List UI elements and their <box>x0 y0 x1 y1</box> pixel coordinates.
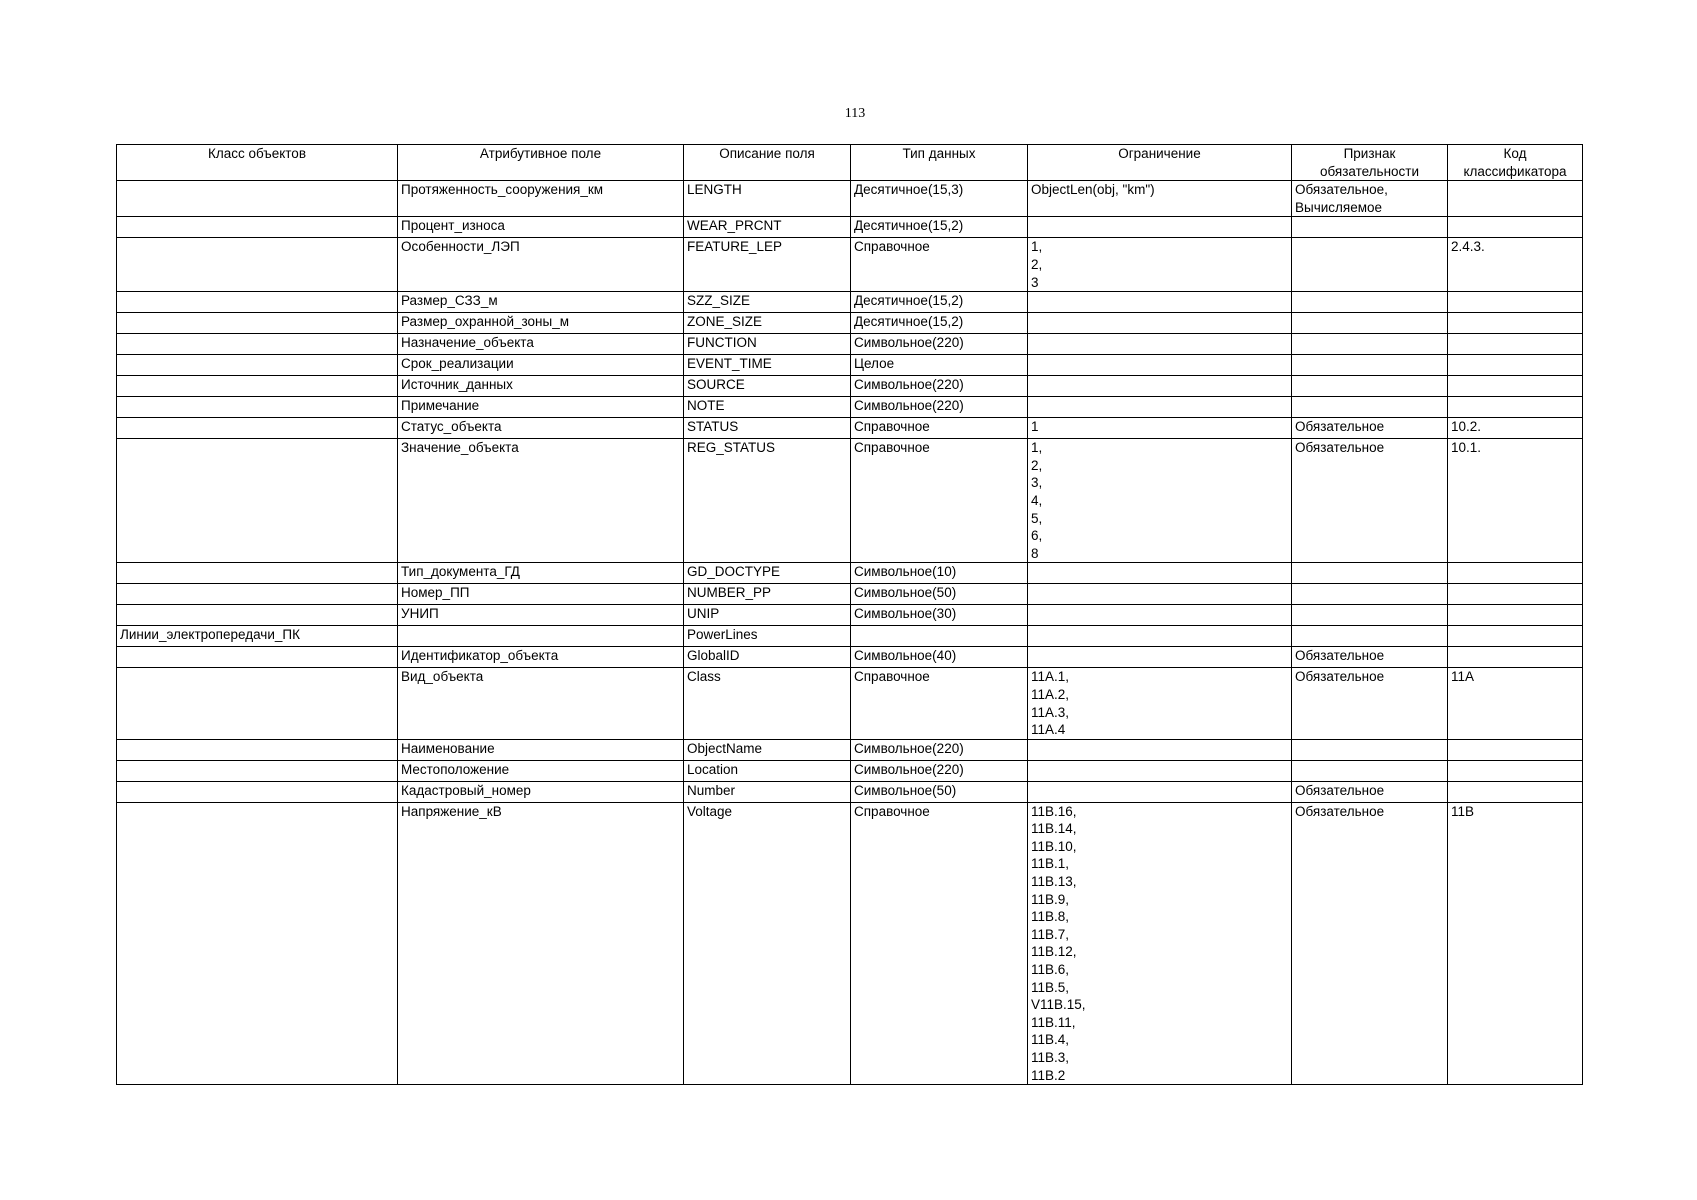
cell-line: 6, <box>1031 528 1043 544</box>
cell-code <box>1448 334 1583 355</box>
cell-constraint <box>1028 781 1292 802</box>
table-row <box>117 605 1583 626</box>
table-row <box>117 739 1583 760</box>
cell-code <box>1448 355 1583 376</box>
cell-line: V11B.15, <box>1031 997 1086 1013</box>
cell-class <box>117 760 398 781</box>
cell-class <box>117 584 398 605</box>
cell-type <box>851 181 1028 217</box>
cell-code <box>1448 739 1583 760</box>
cell-required <box>1292 739 1448 760</box>
cell-line: 11B.1, <box>1031 856 1070 872</box>
cell-class <box>117 739 398 760</box>
cell-line: 1 <box>1031 419 1039 435</box>
cell-text: Символьное(50) <box>854 585 957 601</box>
table-row <box>117 668 1583 739</box>
cell-class <box>117 563 398 584</box>
table-row <box>117 376 1583 397</box>
cell-field <box>398 781 684 802</box>
cell-line: 11B.13, <box>1031 874 1077 890</box>
cell-text: Размер_СЗЗ_м <box>401 293 498 309</box>
cell-type <box>851 760 1028 781</box>
cell-line: Вычисляемое <box>1295 199 1383 215</box>
cell-description <box>684 802 851 1085</box>
cell-type <box>851 238 1028 292</box>
cell-description <box>684 439 851 563</box>
cell-text: Статус_объекта <box>401 419 502 435</box>
table-row <box>117 781 1583 802</box>
cell-line: 11A.4 <box>1031 722 1066 738</box>
cell-line: 11B.11, <box>1031 1014 1076 1030</box>
cell-code <box>1448 605 1583 626</box>
cell-description <box>684 626 851 647</box>
cell-class <box>117 217 398 238</box>
cell-type <box>851 313 1028 334</box>
cell-type <box>851 334 1028 355</box>
cell-line: 3, <box>1031 475 1043 491</box>
cell-constraint <box>1028 355 1292 376</box>
table-row <box>117 397 1583 418</box>
table-row <box>117 238 1583 292</box>
cell-line: 11B.10, <box>1031 838 1077 854</box>
cell-constraint <box>1028 418 1292 439</box>
cell-text: Десятичное(15,3) <box>854 182 964 198</box>
cell-type <box>851 605 1028 626</box>
cell-type <box>851 418 1028 439</box>
cell-description <box>684 238 851 292</box>
table-row <box>117 334 1583 355</box>
cell-line: Обязательное <box>1295 419 1385 435</box>
column-header-text: Описание поля <box>719 146 815 161</box>
cell-text: NOTE <box>687 398 725 414</box>
cell-class <box>117 355 398 376</box>
cell-text: GD_DOCTYPE <box>687 564 781 580</box>
cell-class <box>117 605 398 626</box>
column-header-description <box>684 145 851 181</box>
cell-field <box>398 397 684 418</box>
cell-code <box>1448 238 1583 292</box>
cell-code <box>1448 802 1583 1085</box>
cell-constraint <box>1028 739 1292 760</box>
cell-required <box>1292 355 1448 376</box>
cell-field <box>398 181 684 217</box>
cell-type <box>851 563 1028 584</box>
cell-line: 1, <box>1031 440 1043 456</box>
cell-text: УНИП <box>401 606 439 622</box>
cell-text: Источник_данных <box>401 377 513 393</box>
cell-class <box>117 439 398 563</box>
cell-type <box>851 217 1028 238</box>
table-row <box>117 563 1583 584</box>
cell-line: 2, <box>1031 256 1043 272</box>
cell-line: 11B.5, <box>1031 979 1070 995</box>
cell-text: Размер_охранной_зоны_м <box>401 314 569 330</box>
cell-text: Символьное(220) <box>854 761 964 777</box>
cell-text: FUNCTION <box>687 335 757 351</box>
cell-line: 3 <box>1031 274 1039 290</box>
cell-class <box>117 334 398 355</box>
cell-class <box>117 418 398 439</box>
cell-description <box>684 584 851 605</box>
cell-description <box>684 355 851 376</box>
cell-text: Справочное <box>854 419 930 435</box>
cell-description <box>684 313 851 334</box>
column-header-text: Код <box>1503 146 1527 161</box>
cell-line: 2, <box>1031 457 1043 473</box>
column-header-class <box>117 145 398 181</box>
cell-code <box>1448 668 1583 739</box>
cell-required <box>1292 439 1448 563</box>
cell-line: Обязательное <box>1295 803 1385 819</box>
cell-type <box>851 376 1028 397</box>
cell-code <box>1448 584 1583 605</box>
cell-text: Особенности_ЛЭП <box>401 239 520 255</box>
cell-class <box>117 802 398 1085</box>
cell-code <box>1448 647 1583 668</box>
cell-type <box>851 647 1028 668</box>
cell-required <box>1292 397 1448 418</box>
table-row <box>117 313 1583 334</box>
table-row <box>117 418 1583 439</box>
cell-line: Обязательное <box>1295 648 1385 664</box>
cell-text: SOURCE <box>687 377 745 393</box>
cell-field <box>398 376 684 397</box>
cell-text: Значение_объекта <box>401 440 519 456</box>
table-row <box>117 292 1583 313</box>
cell-line: 4, <box>1031 492 1043 508</box>
cell-text: 10.2. <box>1451 419 1482 435</box>
cell-text: Срок_реализации <box>401 356 514 372</box>
cell-required <box>1292 292 1448 313</box>
cell-text: REG_STATUS <box>687 440 776 456</box>
cell-constraint <box>1028 626 1292 647</box>
cell-description <box>684 217 851 238</box>
cell-text: PowerLines <box>687 627 758 643</box>
column-header-field <box>398 145 684 181</box>
cell-constraint <box>1028 584 1292 605</box>
cell-line: 11A.1, <box>1031 669 1070 685</box>
cell-constraint <box>1028 217 1292 238</box>
column-header-constraint <box>1028 145 1292 181</box>
cell-text: Символьное(50) <box>854 782 957 798</box>
cell-type <box>851 626 1028 647</box>
cell-line: 11B.4, <box>1031 1032 1070 1048</box>
cell-line: ObjectLen(obj, "km") <box>1031 182 1155 198</box>
cell-text: WEAR_PRCNT <box>687 218 782 234</box>
cell-constraint <box>1028 802 1292 1085</box>
cell-required <box>1292 626 1448 647</box>
cell-required <box>1292 781 1448 802</box>
cell-field <box>398 292 684 313</box>
cell-constraint <box>1028 376 1292 397</box>
cell-description <box>684 647 851 668</box>
cell-field <box>398 418 684 439</box>
cell-text: GlobalID <box>687 648 740 664</box>
cell-text: Десятичное(15,2) <box>854 314 964 330</box>
cell-required <box>1292 584 1448 605</box>
cell-field <box>398 217 684 238</box>
column-header-required <box>1292 145 1448 181</box>
cell-type <box>851 781 1028 802</box>
cell-constraint <box>1028 647 1292 668</box>
cell-type <box>851 802 1028 1085</box>
cell-class <box>117 238 398 292</box>
cell-code <box>1448 626 1583 647</box>
cell-description <box>684 376 851 397</box>
cell-line: Обязательное <box>1295 669 1385 685</box>
cell-text: 11B <box>1451 803 1475 819</box>
cell-description <box>684 739 851 760</box>
cell-constraint <box>1028 313 1292 334</box>
cell-constraint <box>1028 238 1292 292</box>
cell-required <box>1292 418 1448 439</box>
cell-description <box>684 760 851 781</box>
column-header-text: Тип данных <box>902 146 976 161</box>
cell-text: Location <box>687 761 739 777</box>
cell-text: Протяженность_сооружения_км <box>401 182 604 198</box>
cell-line: 11B.7, <box>1031 926 1070 942</box>
cell-required <box>1292 334 1448 355</box>
cell-line: Обязательное, <box>1295 182 1388 198</box>
cell-text: Voltage <box>687 803 733 819</box>
cell-text: Справочное <box>854 803 930 819</box>
column-header-text: Ограничение <box>1118 146 1201 161</box>
cell-code <box>1448 781 1583 802</box>
cell-field <box>398 238 684 292</box>
cell-required <box>1292 802 1448 1085</box>
cell-description <box>684 397 851 418</box>
cell-line: 11A.2, <box>1031 686 1070 702</box>
page-number: 113 <box>844 106 866 121</box>
cell-field <box>398 563 684 584</box>
attribute-table <box>116 144 1583 1085</box>
cell-field <box>398 605 684 626</box>
cell-description <box>684 605 851 626</box>
cell-class <box>117 181 398 217</box>
cell-text: LENGTH <box>687 182 742 198</box>
cell-line: 11A.3, <box>1031 704 1070 720</box>
cell-line: 11B.9, <box>1031 891 1070 907</box>
cell-description <box>684 668 851 739</box>
cell-type <box>851 584 1028 605</box>
cell-constraint <box>1028 397 1292 418</box>
cell-line: 1, <box>1031 239 1043 255</box>
cell-type <box>851 397 1028 418</box>
cell-text: Местоположение <box>401 761 510 777</box>
cell-field <box>398 334 684 355</box>
cell-line: Обязательное <box>1295 782 1385 798</box>
cell-text: Символьное(220) <box>854 335 964 351</box>
cell-required <box>1292 217 1448 238</box>
cell-line: 11B.3, <box>1031 1050 1070 1065</box>
cell-class <box>117 626 398 647</box>
cell-text: Number <box>687 782 736 798</box>
cell-required <box>1292 376 1448 397</box>
cell-type <box>851 439 1028 563</box>
cell-code <box>1448 439 1583 563</box>
table-row <box>117 584 1583 605</box>
cell-field <box>398 355 684 376</box>
cell-text: Кадастровый_номер <box>401 782 531 798</box>
column-header-text: классификатора <box>1463 163 1567 179</box>
cell-constraint <box>1028 439 1292 563</box>
cell-field <box>398 626 684 647</box>
cell-line: 11B.8, <box>1031 909 1070 925</box>
cell-class <box>117 292 398 313</box>
cell-code <box>1448 418 1583 439</box>
column-header-type <box>851 145 1028 181</box>
cell-class <box>117 397 398 418</box>
cell-description <box>684 563 851 584</box>
cell-text: UNIP <box>687 606 720 622</box>
cell-text: Символьное(30) <box>854 606 957 622</box>
cell-line: 11B.16, <box>1031 803 1077 819</box>
cell-required <box>1292 760 1448 781</box>
column-header-text: Признак <box>1343 146 1396 161</box>
cell-text: Символьное(40) <box>854 648 957 664</box>
table-row <box>117 647 1583 668</box>
cell-text: Символьное(10) <box>854 564 957 580</box>
cell-text: Десятичное(15,2) <box>854 218 964 234</box>
table-row <box>117 802 1583 1085</box>
cell-field <box>398 313 684 334</box>
cell-required <box>1292 313 1448 334</box>
cell-text: Символьное(220) <box>854 740 964 756</box>
cell-type <box>851 668 1028 739</box>
cell-text: Class <box>687 669 721 685</box>
cell-field <box>398 584 684 605</box>
cell-constraint <box>1028 181 1292 217</box>
cell-text: 2.4.3. <box>1451 239 1485 255</box>
cell-class <box>117 781 398 802</box>
cell-type <box>851 355 1028 376</box>
cell-code <box>1448 217 1583 238</box>
cell-line: Обязательное <box>1295 440 1385 456</box>
cell-line: 8 <box>1031 545 1039 561</box>
table-body <box>117 181 1583 1085</box>
cell-text: Вид_объекта <box>401 669 484 685</box>
cell-text: Десятичное(15,2) <box>854 293 964 309</box>
cell-required <box>1292 647 1448 668</box>
cell-required <box>1292 605 1448 626</box>
cell-description <box>684 781 851 802</box>
cell-description <box>684 418 851 439</box>
cell-field <box>398 760 684 781</box>
cell-text: Символьное(220) <box>854 398 964 414</box>
cell-class <box>117 647 398 668</box>
cell-constraint <box>1028 760 1292 781</box>
cell-constraint <box>1028 563 1292 584</box>
column-header-text: Атрибутивное поле <box>479 146 602 161</box>
cell-text: Символьное(220) <box>854 377 964 393</box>
cell-text: Назначение_объекта <box>401 335 534 351</box>
cell-description <box>684 334 851 355</box>
table-row <box>117 217 1583 238</box>
cell-field <box>398 668 684 739</box>
cell-code <box>1448 397 1583 418</box>
cell-constraint <box>1028 292 1292 313</box>
table-row <box>117 181 1583 217</box>
cell-line: 11B.12, <box>1031 944 1077 960</box>
cell-field <box>398 802 684 1085</box>
cell-line: 11B.6, <box>1031 962 1070 978</box>
cell-line: 11B.2 <box>1031 1067 1066 1083</box>
cell-description <box>684 181 851 217</box>
cell-text: Процент_износа <box>401 218 505 234</box>
cell-code <box>1448 760 1583 781</box>
cell-constraint <box>1028 334 1292 355</box>
cell-text: NUMBER_PP <box>687 585 772 601</box>
table-row <box>117 355 1583 376</box>
column-header-text: Класс объектов <box>207 146 306 161</box>
cell-text: Справочное <box>854 440 930 456</box>
cell-text: Линии_электропередачи_ПК <box>120 627 300 643</box>
cell-text: 10.1. <box>1451 440 1482 456</box>
cell-required <box>1292 181 1448 217</box>
cell-text: 11A <box>1451 669 1475 685</box>
table-header-row <box>117 145 1583 181</box>
column-header-code <box>1448 145 1583 181</box>
cell-text: Тип_документа_ГД <box>401 564 520 580</box>
cell-type <box>851 292 1028 313</box>
table-row <box>117 626 1583 647</box>
cell-class <box>117 668 398 739</box>
cell-code <box>1448 376 1583 397</box>
cell-code <box>1448 292 1583 313</box>
cell-text: Напряжение_кВ <box>401 803 502 819</box>
cell-text: Примечание <box>401 398 480 414</box>
cell-text: Справочное <box>854 669 930 685</box>
cell-description <box>684 292 851 313</box>
cell-code <box>1448 563 1583 584</box>
table-row <box>117 439 1583 563</box>
cell-required <box>1292 668 1448 739</box>
cell-class <box>117 376 398 397</box>
cell-code <box>1448 313 1583 334</box>
table-row <box>117 760 1583 781</box>
cell-text: Наименование <box>401 740 495 756</box>
cell-text: FEATURE_LEP <box>687 239 783 255</box>
cell-text: STATUS <box>687 419 739 435</box>
cell-field <box>398 647 684 668</box>
cell-required <box>1292 563 1448 584</box>
cell-code <box>1448 181 1583 217</box>
cell-text: EVENT_TIME <box>687 356 772 372</box>
cell-text: Справочное <box>854 239 930 255</box>
cell-text: Целое <box>854 356 895 372</box>
cell-text: Идентификатор_объекта <box>401 648 559 664</box>
cell-constraint <box>1028 605 1292 626</box>
cell-line: 11B.14, <box>1031 821 1077 837</box>
cell-required <box>1292 238 1448 292</box>
cell-line: 5, <box>1031 510 1043 526</box>
cell-class <box>117 313 398 334</box>
cell-text: SZZ_SIZE <box>687 293 751 309</box>
cell-constraint <box>1028 668 1292 739</box>
cell-text: ObjectName <box>687 740 763 756</box>
cell-field <box>398 739 684 760</box>
column-header-text: обязательности <box>1319 163 1420 179</box>
cell-text: ZONE_SIZE <box>687 314 763 330</box>
cell-type <box>851 739 1028 760</box>
cell-text: Номер_ПП <box>401 585 470 601</box>
cell-field <box>398 439 684 563</box>
